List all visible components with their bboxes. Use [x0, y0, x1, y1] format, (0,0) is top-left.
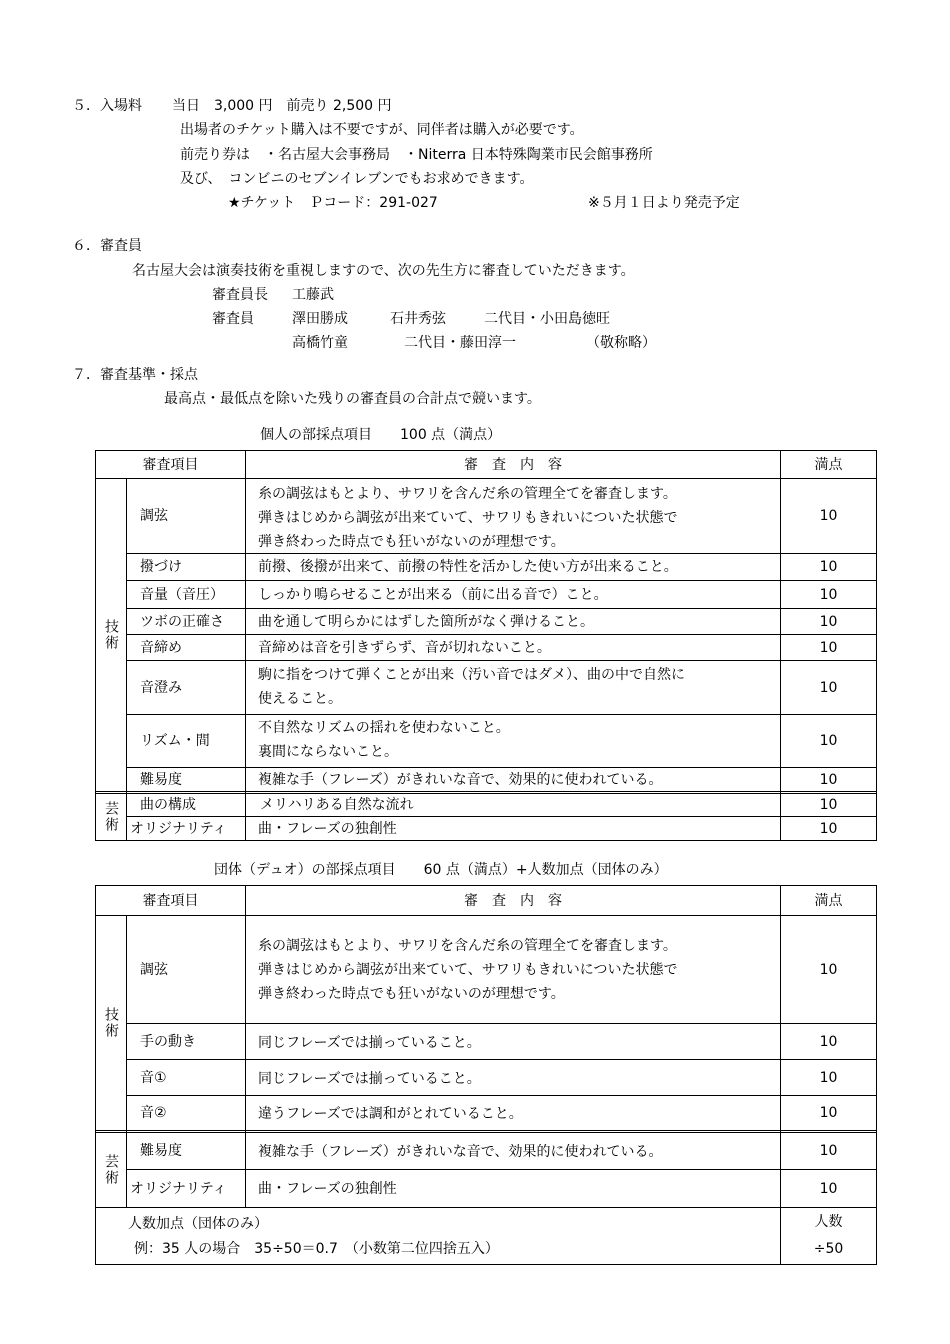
- criterion-name: ツボの正確さ: [140, 613, 224, 630]
- criterion-score: 10: [819, 1033, 838, 1050]
- criterion-name: 曲の構成: [140, 797, 196, 813]
- admission-note: 出場者のチケット購入は不要ですが、同伴者は購入が必要です。: [180, 122, 584, 138]
- group-label-artistry: 芸術: [103, 1154, 119, 1186]
- criterion-score: 10: [819, 508, 838, 524]
- judge-name: 石井秀弦: [390, 311, 446, 327]
- criterion-score: 10: [819, 1069, 838, 1086]
- criterion-name: 撥づけ: [140, 559, 182, 575]
- criterion-description: 曲・フレーズの独創性: [258, 820, 397, 837]
- criteria-heading: ７．審査基準・採点: [72, 367, 198, 383]
- headcount-bonus-score-line1: 人数: [814, 1214, 843, 1230]
- advance-ticket-convenience: 及び、 コンビニのセブンイレブンでもお求めできます。: [180, 171, 534, 187]
- admission-heading: ５．入場料: [72, 98, 142, 114]
- header-max-score: 満点: [814, 892, 843, 909]
- criteria-intro: 最高点・最低点を除いた残りの審査員の合計点で競います。: [164, 391, 541, 407]
- criterion-name: 音②: [140, 1105, 167, 1121]
- criterion-name: 調弦: [140, 961, 168, 978]
- criterion-score: 10: [819, 613, 838, 630]
- headcount-bonus-title: 人数加点（団体のみ）: [128, 1216, 268, 1232]
- admission-prices: 当日 3,000 円 前売り 2,500 円: [172, 98, 392, 114]
- header-item: 審査項目: [142, 456, 199, 473]
- judge-name: 高橋竹童: [292, 335, 348, 351]
- header-content: 審 査 内 容: [464, 456, 562, 473]
- criterion-score: 10: [819, 961, 838, 978]
- criterion-score: 10: [819, 1180, 838, 1197]
- criterion-description: 同じフレーズでは揃っていること。: [258, 1034, 481, 1051]
- criterion-score: 10: [819, 1105, 838, 1121]
- judges-label: 審査員: [212, 311, 254, 327]
- criterion-name: 音澄み: [140, 679, 182, 696]
- criterion-name: 音締め: [140, 639, 182, 656]
- criterion-description: 曲・フレーズの独創性: [258, 1180, 397, 1197]
- chief-judge-label: 審査員長: [212, 287, 268, 303]
- advance-ticket-outlets: 前売り券は ・名古屋大会事務局 ・Niterra 日本特殊陶業市民会館事務所: [180, 147, 653, 163]
- criterion-name: 手の動き: [140, 1033, 196, 1050]
- criterion-score: 10: [819, 586, 838, 603]
- criterion-score: 10: [819, 820, 838, 837]
- criterion-name: 音量（音圧）: [140, 586, 224, 603]
- judges-intro: 名古屋大会は演奏技術を重視しますので、次の先生方に審査していただきます。: [132, 263, 635, 279]
- group-label-technique: 技術: [103, 619, 119, 651]
- headcount-bonus-example: 例：35 人の場合 35÷50＝0.7 （小数第二位四捨五入）: [134, 1241, 499, 1257]
- criterion-description: 前撥、後撥が出来て、前撥の特性を活かした使い方が出来ること。: [258, 559, 678, 575]
- group-label-technique: 技術: [103, 1007, 119, 1039]
- individual-table-caption: 個人の部採点項目 100 点（満点）: [260, 427, 502, 443]
- honorifics-omitted-note: （敬称略）: [586, 335, 656, 351]
- criterion-description: しっかり鳴らせることが出来る（前に出る音で）こと。: [258, 586, 608, 603]
- headcount-bonus-score-line2: ÷50: [813, 1241, 844, 1257]
- criterion-name: リズム・間: [140, 733, 210, 749]
- criterion-description: 不自然なリズムの揺れを使わないこと。 裏間にならないこと。: [258, 720, 510, 760]
- criterion-name: 難易度: [140, 771, 182, 788]
- criterion-score: 10: [819, 559, 838, 575]
- judges-heading: ６．審査員: [72, 238, 142, 254]
- criterion-description: 駒に指をつけて弾くことが出来（汚い音ではダメ）、曲の中で自然に 使えること。: [258, 667, 685, 707]
- criterion-description: 糸の調弦はもとより、サワリを含んだ糸の管理全てを審査します。 弾きはじめから調弦が出来ていて、サワリもきれいについた状態で 弾き終わった時点でも狂いがないのが理想です。: [258, 486, 678, 550]
- criterion-description: 複雑な手（フレーズ）がきれいな音で、効果的に使われている。: [258, 771, 663, 788]
- judge-name: 澤田勝成: [292, 311, 348, 327]
- criterion-description: 糸の調弦はもとより、サワリを含んだ糸の管理全てを審査します。 弾きはじめから調弦が出来ていて、サワリもきれいについた状態で 弾き終わった時点でも狂いがないのが理想です。: [258, 938, 678, 1002]
- criterion-name: 音①: [140, 1069, 167, 1086]
- criterion-name: 調弦: [140, 508, 168, 524]
- criterion-score: 10: [819, 733, 838, 749]
- criterion-description: 複雑な手（フレーズ）がきれいな音で、効果的に使われている。: [258, 1144, 663, 1160]
- criterion-score: 10: [819, 679, 838, 696]
- header-max-score: 満点: [814, 456, 843, 473]
- ticket-release-date: ※５月１日より発売予定: [588, 195, 740, 211]
- judge-name: 二代目・藤田淳一: [404, 335, 516, 351]
- group-label-artistry: 芸術: [103, 801, 119, 833]
- criterion-name: 難易度: [140, 1143, 182, 1159]
- header-item: 審査項目: [142, 892, 199, 909]
- criterion-score: 10: [819, 797, 838, 813]
- criterion-description: 違うフレーズでは調和がとれていること。: [258, 1106, 523, 1122]
- ticket-pcode: ★チケット Ｐコード：291-027: [228, 195, 438, 211]
- criterion-description: 同じフレーズでは揃っていること。: [258, 1070, 481, 1087]
- judge-name: 二代目・小田島徳旺: [484, 311, 610, 327]
- criterion-description: 音締めは音を引きずらず、音が切れないこと。: [258, 639, 551, 656]
- criterion-description: 曲を通して明らかにはずした箇所がなく弾けること。: [258, 613, 594, 630]
- criterion-name: オリジナリティ: [130, 820, 227, 837]
- header-content: 審 査 内 容: [464, 892, 562, 909]
- criterion-score: 10: [819, 1143, 838, 1159]
- group-table-caption: 団体（デュオ）の部採点項目 60 点（満点）+人数加点（団体のみ）: [214, 862, 668, 878]
- criterion-score: 10: [819, 771, 838, 788]
- criterion-name: オリジナリティ: [130, 1180, 227, 1197]
- criterion-score: 10: [819, 639, 838, 656]
- criterion-description: メリハリある自然な流れ: [260, 797, 414, 813]
- chief-judge-name: 工藤武: [292, 287, 334, 303]
